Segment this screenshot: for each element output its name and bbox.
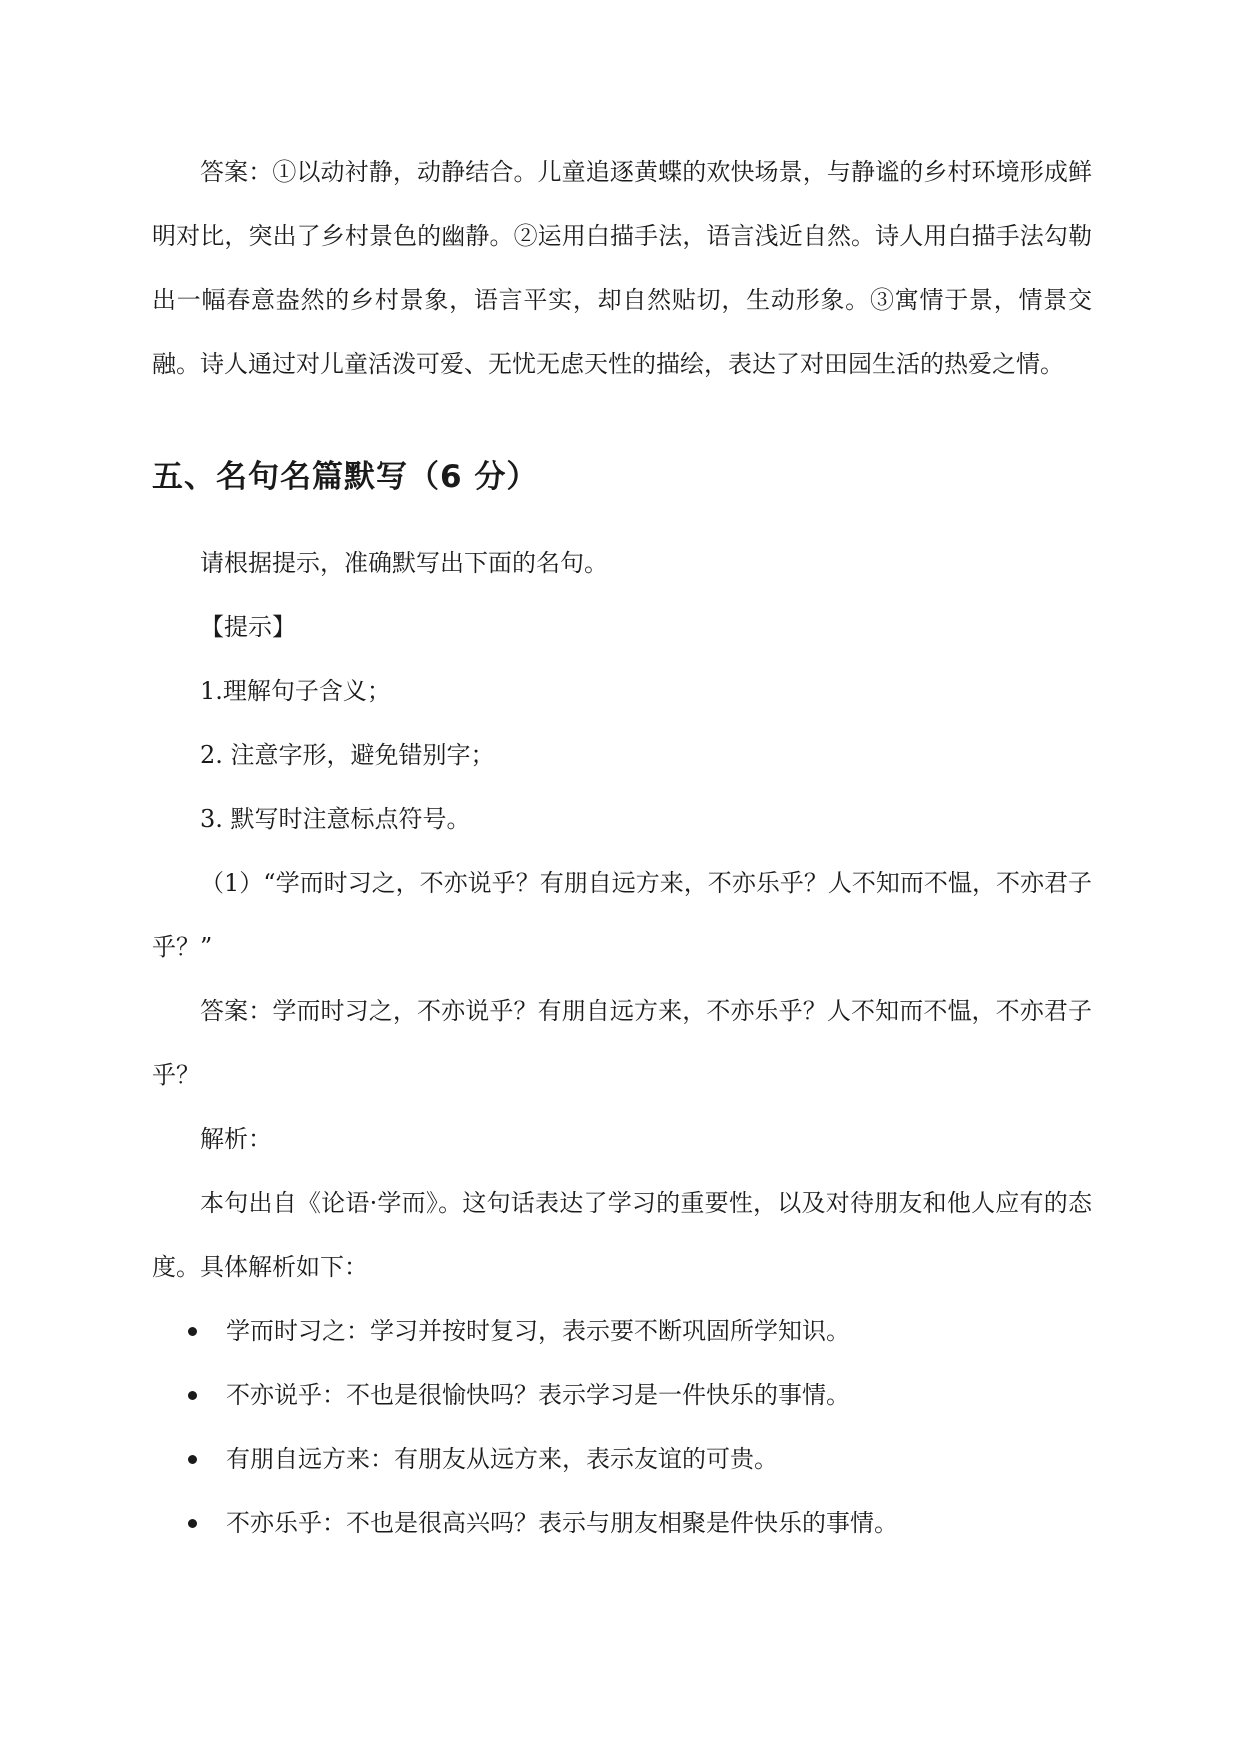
bullet-dot-icon <box>188 1519 197 1528</box>
bullet-text: 有朋自远方来：有朋友从远方来，表示友谊的可贵。 <box>226 1445 778 1473</box>
analysis-bullet-item <box>152 1427 1092 1491</box>
bullet-text: 不亦乐乎：不也是很高兴吗？表示与朋友相聚是件快乐的事情。 <box>226 1509 898 1537</box>
answer-text: 答案：学而时习之，不亦说乎？有朋自远方来，不亦乐乎？人不知而不愠，不亦君子乎？ <box>152 997 1092 1089</box>
bullet-text: 学而时习之：学习并按时复习，表示要不断巩固所学知识。 <box>226 1317 850 1345</box>
bullet-dot-icon <box>188 1455 197 1464</box>
poem-answer-paragraph: 答案：①以动衬静，动静结合。儿童追逐黄蝶的欢快场景，与静谧的乡村环境形成鲜明对比，突出了乡村景色的幽静。②运用白描手法，语言浅近自然。诗人用白描手法勾勒出一幅春意盎然的乡村景象，语言平实，却自然贴切，生动形象。③寓情于景，情景交融。诗人通过对儿童活泼可爱、无忧无虑天性的描绘，表达了对田园生活的热爱之情。 <box>152 158 1092 378</box>
hint-item: 3. 默写时注意标点符号。 <box>200 805 471 833</box>
hint-item: 2. 注意字形，避免错别字； <box>200 741 495 769</box>
section-heading: 五、名句名篇默写（6 分） <box>152 459 539 495</box>
bullet-dot-icon <box>188 1391 197 1400</box>
bullet-text: 不亦说乎：不也是很愉快吗？表示学习是一件快乐的事情。 <box>226 1381 850 1409</box>
analysis-bullet-item <box>152 1299 1092 1363</box>
instruction-text: 请根据提示，准确默写出下面的名句。 <box>200 549 608 577</box>
document-page <box>152 140 1092 1555</box>
question-text: （1）“学而时习之，不亦说乎？有朋自远方来，不亦乐乎？人不知而不愠，不亦君子乎？” <box>152 869 1092 961</box>
analysis-bullet-item <box>152 1363 1092 1427</box>
analysis-text: 本句出自《论语·学而》。这句话表达了学习的重要性，以及对待朋友和他人应有的态度。具体解析如下： <box>152 1189 1092 1281</box>
analysis-bullet-item <box>152 1491 1092 1555</box>
analysis-bullet-list <box>152 1299 1092 1555</box>
hint-label: 【提示】 <box>200 613 296 641</box>
bullet-dot-icon <box>188 1327 197 1336</box>
analysis-label: 解析： <box>200 1125 272 1153</box>
hint-item: 1.理解句子含义； <box>200 677 391 705</box>
